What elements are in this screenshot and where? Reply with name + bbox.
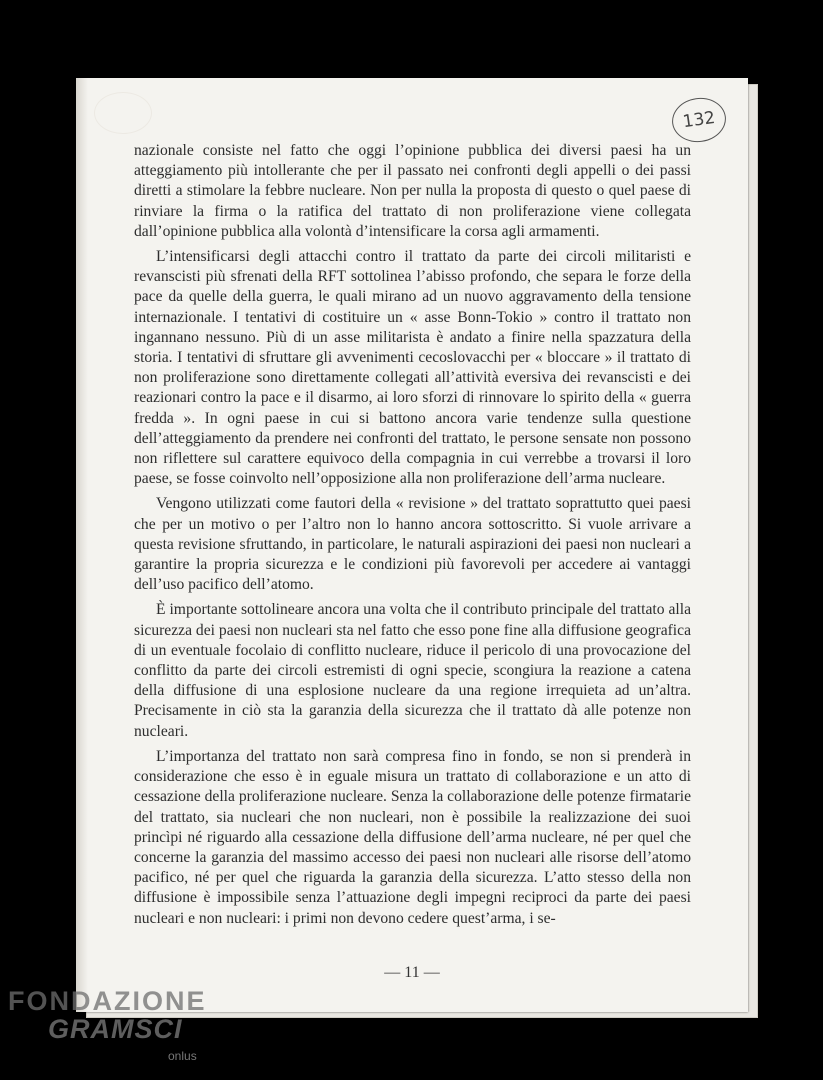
body-text [134,141,691,934]
logo-line-1: FONDAZIONE [8,986,207,1016]
logo-line-2: GRAMSCI [48,1014,183,1044]
logo-line-3: onlus [168,1049,197,1063]
fondazione-gramsci-logo [8,986,207,1063]
paragraph-4: È importante sottolineare ancora una volta che il contributo principale del trattato alla sicurezza dei paesi non nucleari sta nel fatto che esso pone fine alla diffusione geografica di un eventuale focolaio di conflitto nucleare, riduce il pericolo di una provocazione del conflitto da parte dei circoli estremisti di ogni specie, scongiura la reazione a catena della diffusione di una esplosione nucleare da una regione irrequieta ad un’altra. Precisamente in ciò sta la garanzia della sicurezza che il trattato dà alle potenze non nucleari. [134,601,691,740]
page-number: — 11 — [384,964,440,981]
faded-stamp [94,92,152,134]
paragraph-3: Vengono utilizzati come fautori della « revisione » del trattato soprattutto quei paesi che per un motivo o per l’altro non lo hanno ancora sottoscritto. Si vuole arrivare a questa revisione sfruttando, in particolare, le naturali aspirazioni dei paesi non nucleari a garantire la propria sicurezza e le condizioni più favorevoli per accedere ai vantaggi dell’uso pacifico dell’atomo. [134,495,691,594]
paragraph-1: nazionale consiste nel fatto che oggi l’opinione pubblica dei diversi paesi ha un atteggiamento più intollerante che per il passato nei confronti degli appelli o dei passi diretti a stimolare la febbre nucleare. Non per nulla la proposta di questo o quel paese di rinviare la firma o la ratifica del trattato di non proliferazione viene collegata dall’opinione pubblica alla volontà d’intensificare la corsa agli armamenti. [134,142,691,240]
handwritten-page-number: 132 [669,94,729,145]
paragraph-2: L’intensificarsi degli attacchi contro il trattato da parte dei circoli militaristi e revanscisti più sfrenati della RFT sottolinea l’abisso profondo, che separa le forze della pace da quelle della guerra, le quali mirano ad un nuovo aggravamento della tensione internazionale. I tentativi di costituire un « asse Bonn-Tokio » contro il trattato non ingannano nessuno. Più di un asse militarista è andato a finire nella spazzatura della storia. I tentativi di sfruttare gli avvenimenti cecoslovacchi per « bloccare » il trattato di non proliferazione sono direttamente collegati all’attività eversiva dei revanscisti e dei reazionari contro la pace e il disarmo, ai loro sforzi di rinnovare lo spirito della « guerra fredda ». In ogni paese in cui si battono ancora varie tendenze sulla questione dell’atteggiamento da prendere nei confronti del trattato, le persone sensate non possono non riflettere sul carattere equivoco della compagnia in cui verrebbe a trovarsi il loro paese, se fosse coinvolto nell’opposizione alla non proliferazione dell’arma nucleare. [134,248,691,488]
paragraph-5: L’importanza del trattato non sarà compresa fino in fondo, se non si prenderà in considerazione che esso è in eguale misura un trattato di collaborazione e un atto di cessazione della proliferazione nucleare. Senza la collaborazione delle potenze firmatarie del trattato, sia nucleari che non nucleari, non è possibile la realizzazione dei suoi princìpi né riguardo alla cessazione della diffusione dell’arma nucleare, né per quel che concerne la garanzia del massimo accesso dei paesi non nucleari alle risorse dell’atomo pacifico, né per quel che riguarda la garanzia della sicurezza. L’atto stesso della non diffusione è impossibile senza l’attuazione degli impegni reciproci da parte dei paesi nucleari e non nucleari: i primi non devono cedere quest’arma, i se- [134,747,691,927]
page-binding [76,78,88,1012]
document-page [76,78,748,1012]
